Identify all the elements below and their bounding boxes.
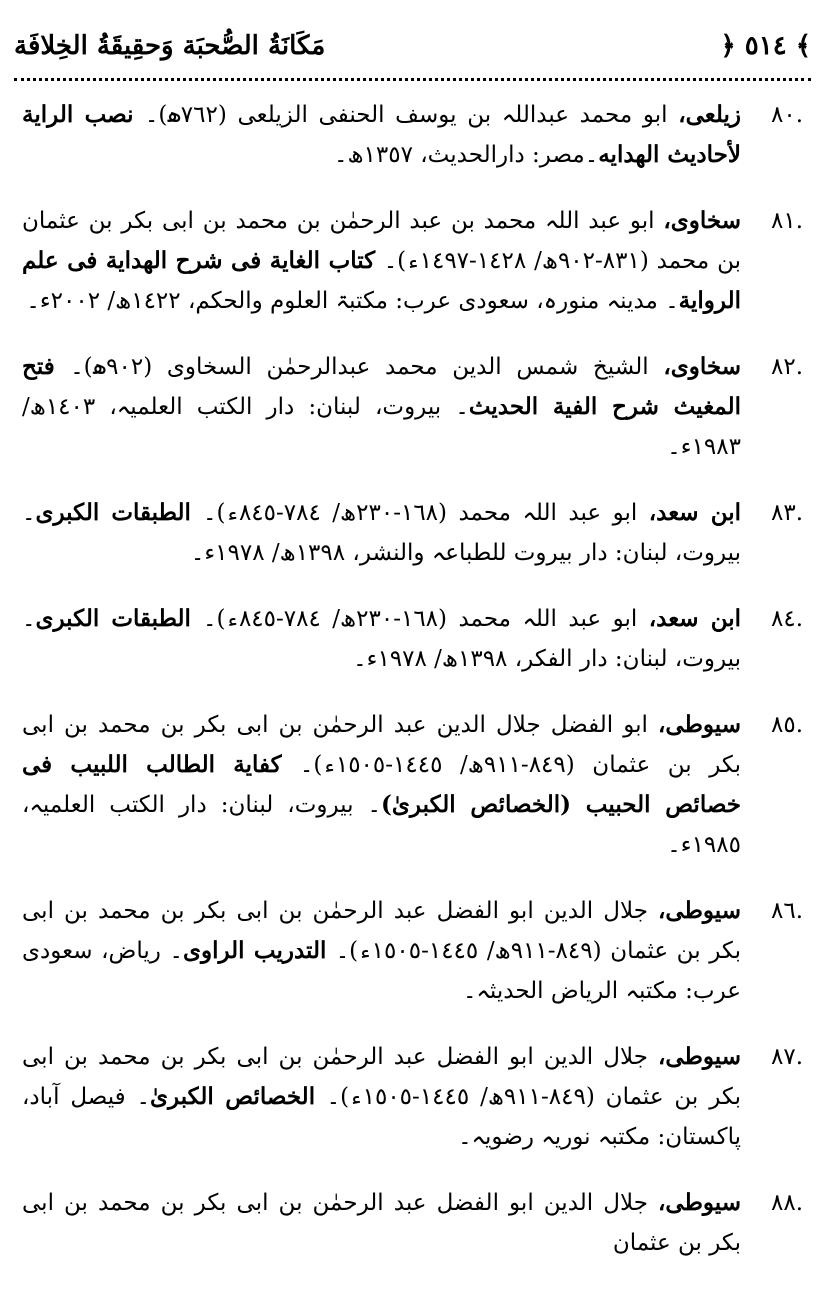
bibliography-entry (22, 347, 803, 467)
entry-publisher: ۔ بیروت، لبنان: دار الفکر، ١٣٩٨ھ/ ١٩٧٨ء۔ (22, 606, 741, 672)
entry-number: .٨٣ (770, 500, 803, 526)
entry-publisher: ۔مصر: دارالحدیث، ١٣٥٧ھ۔ (333, 142, 599, 168)
entry-publisher: ۔ بیروت، لبنان: دار بیروت للطباعہ والنشر، ١٣٩٨ھ/ ١٩٧٨ء۔ (22, 500, 741, 566)
entry-details: ابو عبد اللہ محمد (١٦٨-٢٣٠ھ/ ٧٨٤-٨٤٥ء)۔ (203, 500, 649, 526)
entry-work-title: نصب الراية لأحاديث الهدايه (22, 101, 741, 168)
entry-author: سیوطی، (658, 897, 741, 924)
bibliography-entry (22, 891, 803, 1011)
entry-text (22, 599, 741, 679)
entry-work-title: التدريب الراوى (182, 937, 336, 964)
entry-work-title: الطبقات الكبرى (35, 499, 204, 526)
entry-publisher: ۔ بیروت، لبنان: دار الکتب العلمیہ، ١٩٨٥ء۔ (22, 792, 741, 858)
entry-number: .٨٧ (770, 1044, 803, 1070)
entry-details: الشیخ شمس الدین محمد عبدالرحمٰن السخاوی (٩٠٢ھ)۔ (70, 354, 664, 380)
entry-text (22, 705, 741, 865)
entry-work-title: فتح المغيث شرح الفية الحديث (22, 353, 741, 420)
entry-details: جلال الدین ابو الفضل عبد الرحمٰن بن ابی بکر بن محمد بن ابی بکر بن عثمان (٨٤٩-٩١١ھ/ ١٤٤٥-١٥٠٥ء)۔ (22, 898, 742, 964)
entry-author: سخاوی، (663, 353, 741, 380)
entry-publisher: ۔ بیروت، لبنان: دار الکتب العلمیہ، ١٤٠٣ھ/ ١٩٨٣ء۔ (22, 394, 741, 460)
bibliography-list (22, 95, 803, 1289)
entry-work-title: الخصائص الكبرىٰ (150, 1083, 327, 1110)
entry-number: .٨٦ (770, 898, 803, 924)
entry-author: سیوطی، (658, 1189, 741, 1216)
entry-details: جلال الدین ابو الفضل عبد الرحمٰن بن ابی بکر بن محمد بن ابی بکر بن عثمان (22, 1190, 741, 1256)
entry-author: زیلعی، (678, 101, 741, 128)
entry-text (22, 1183, 741, 1263)
entry-number: .٨٥ (770, 712, 803, 738)
entry-author: سخاوی، (663, 207, 741, 234)
entry-number: .٨٠ (770, 102, 803, 128)
entry-author: ابن سعد، (648, 605, 742, 632)
entry-publisher: ۔ ریاض، سعودی عرب: مکتبہ الریاض الحدیثہ۔ (22, 938, 741, 1004)
entry-details: ابو الفضل جلال الدین عبد الرحمٰن بن ابی بکر بن محمد بن ابی بکر بن عثمان (٨٤٩-٩١١ھ/ ١٤٤٥-١٥٠٥ء)۔ (22, 712, 742, 778)
entry-publisher: ۔ فیصل آباد، پاکستان: مکتبہ نوریہ رضویہ۔ (22, 1084, 741, 1150)
entry-details: جلال الدین ابو الفضل عبد الرحمٰن بن ابی بکر بن محمد بن ابی بکر بن عثمان (٨٤٩-٩١١ھ/ ١٤٤٥-١٥٠٥ء)۔ (22, 1044, 741, 1110)
entry-work-title: الطبقات الكبرى (35, 605, 204, 632)
entry-text (22, 891, 741, 1011)
entry-work-title: كتاب الغاية فى شرح الهداية فى علم الرواية (22, 247, 741, 314)
entry-details: ابو محمد عبداللہ بن یوسف الحنفی الزیلعی (٧٦٢ھ)۔ (144, 102, 679, 128)
entry-text (22, 1037, 741, 1157)
page-number: ﴿ ٥١٤ ﴾ (720, 31, 811, 61)
entry-text (22, 493, 741, 573)
entry-details: ابو عبد اللہ محمد (١٦٨-٢٣٠ھ/ ٧٨٤-٨٤٥ء)۔ (203, 606, 649, 632)
entry-work-title: كفاية الطالب اللبيب فى خصائص الحبيب (الخصائص الكبرىٰ) (22, 751, 741, 818)
entry-number: .٨٤ (770, 606, 803, 632)
entry-number: .٨١ (770, 208, 803, 234)
entry-publisher: ۔ مدینہ منورہ، سعودی عرب: مکتبۃ العلوم والحکم، ١٤٢٢ھ/ ٢٠٠٢ء۔ (26, 288, 679, 314)
entry-author: سیوطی، (658, 1043, 741, 1070)
bibliography-entry (22, 201, 803, 321)
entry-details: ابو عبد اللہ محمد بن عبد الرحمٰن بن محمد بن ابی بکر بن عثمان بن محمد (٨٣١-٩٠٢ھ/ ١٤٢٨-١٤٩٧ء)۔ (22, 208, 741, 274)
bibliography-entry (22, 705, 803, 865)
entry-text (22, 201, 741, 321)
bibliography-entry (22, 599, 803, 679)
entry-text (22, 95, 741, 175)
bibliography-entry (22, 1037, 803, 1157)
entry-text (22, 347, 741, 467)
bibliography-entry (22, 95, 803, 175)
entry-author: ابن سعد، (648, 499, 742, 526)
bibliography-entry (22, 493, 803, 573)
entry-number: .٨٨ (770, 1190, 803, 1216)
header-divider (14, 78, 811, 81)
bibliography-entry (22, 1183, 803, 1263)
entry-number: .٨٢ (770, 354, 803, 380)
running-title: مَكَانَةُ الصُّحبَة وَحقِيقَةُ الخِلافَة (14, 31, 326, 61)
page-header (14, 18, 811, 74)
entry-author: سیوطی، (658, 711, 741, 738)
